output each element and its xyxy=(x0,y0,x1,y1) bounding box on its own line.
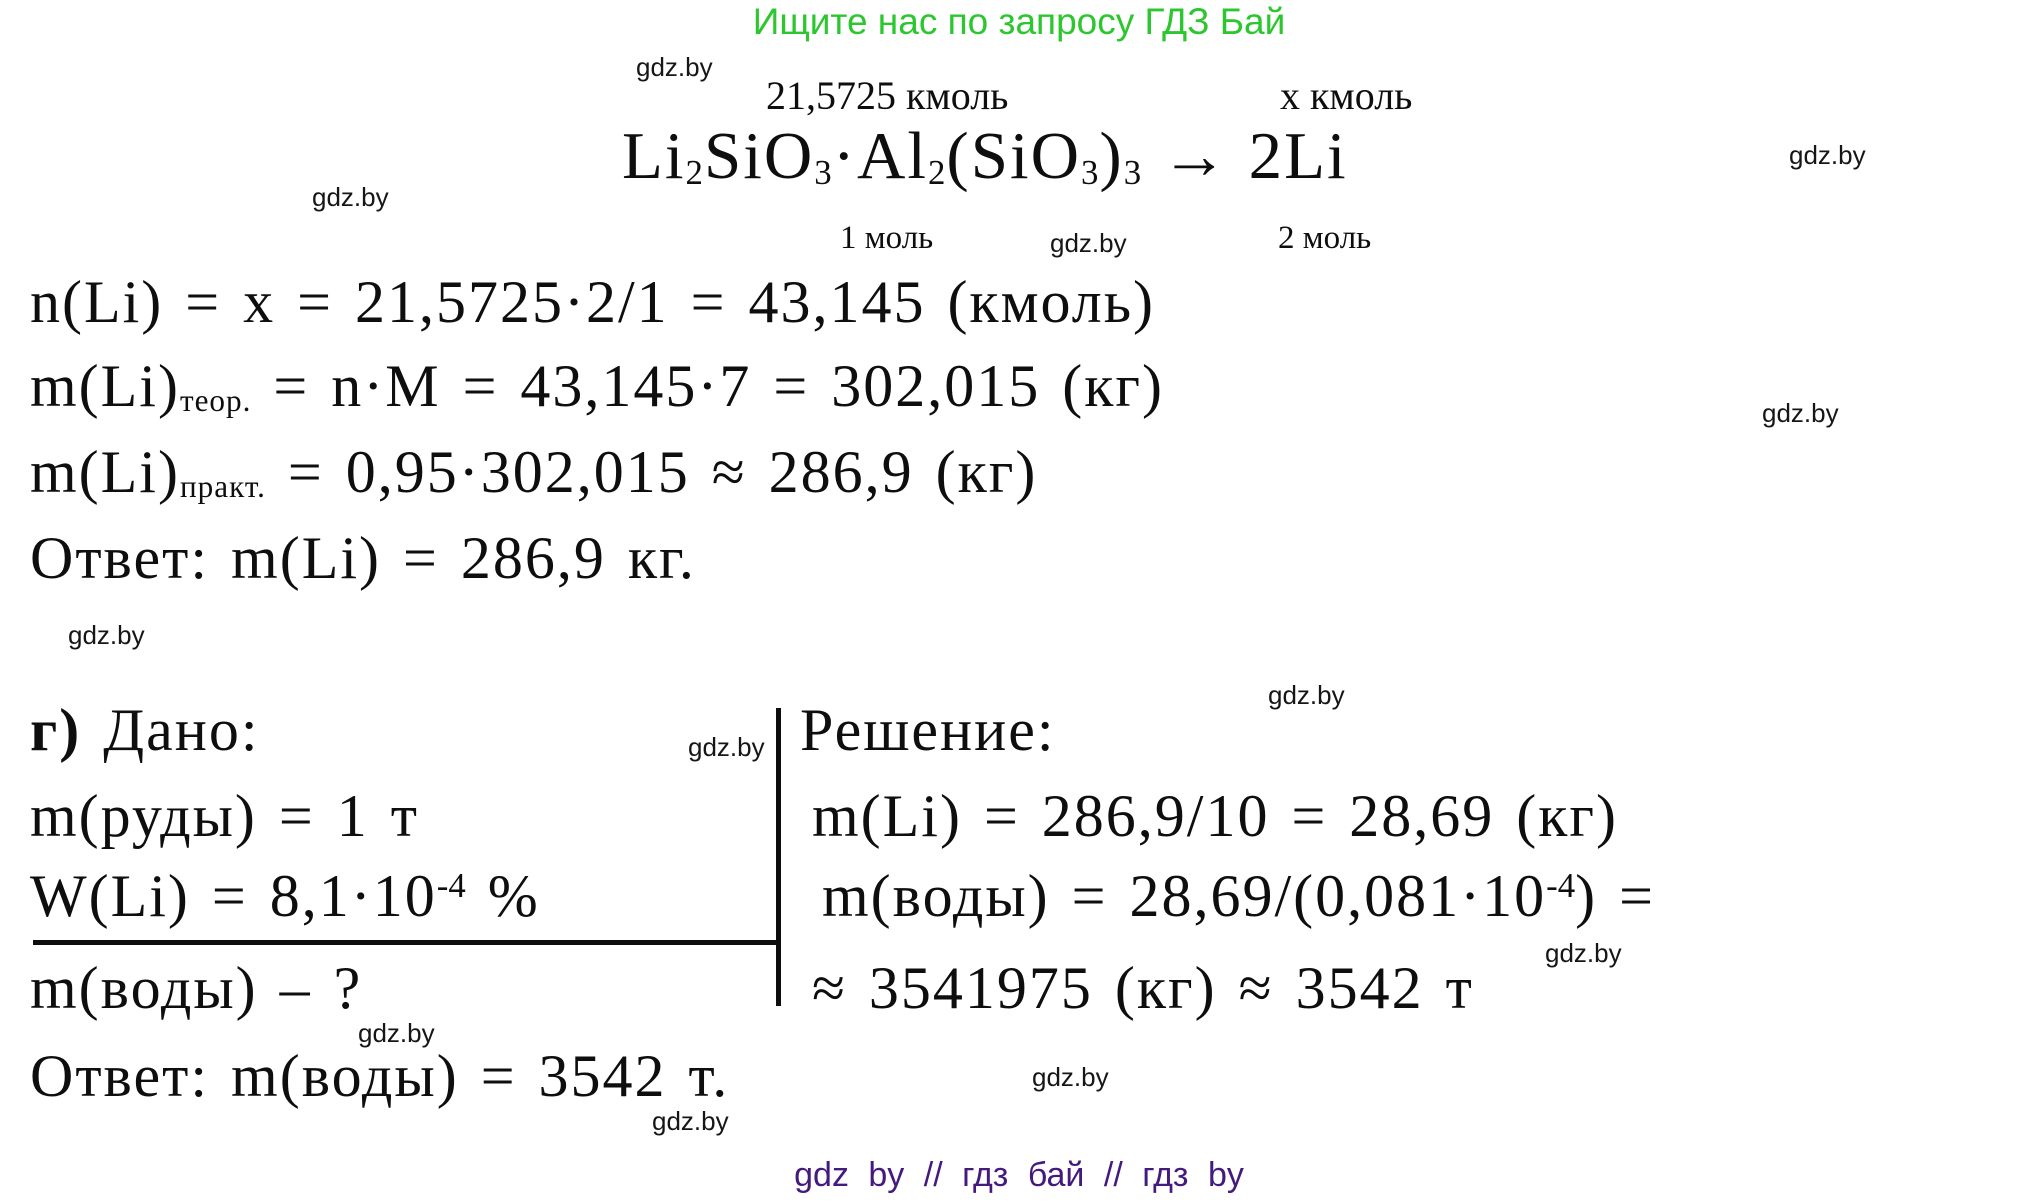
column-divider-line xyxy=(776,708,781,1006)
promo-footer-text: gdz by // гдз бай // гдз by xyxy=(794,1156,1244,1194)
given-divider-line xyxy=(33,940,780,945)
watermark-gdzby: gdz.by xyxy=(1032,1062,1109,1092)
answer-mass-water: Ответ: m(воды) = 3542 т. xyxy=(30,1043,730,1109)
part-g-letter: г) xyxy=(30,697,82,763)
watermark-gdzby: gdz.by xyxy=(312,182,389,212)
solution-line-m-theor: $m(Li)_{теор.} = n\cdot M = 43,145\cdot 7 = 302,015$ (кг) xyxy=(30,353,1164,419)
solution-line-m-li-g: m(Li) = 286,9/10 = 28,69 (кг) xyxy=(812,783,1619,849)
find-mass-water: m(воды) – ? xyxy=(30,955,363,1021)
reaction-equation: $Li_2SiO_3\cdot Al_2(SiO_3)_3 \to 2Li$ xyxy=(622,119,1348,193)
part-g-given-heading xyxy=(30,696,260,765)
part-g-solution-heading: Решение: xyxy=(800,697,1056,763)
reaction-moles-under-product: 2 моль xyxy=(1278,220,1372,256)
given-heading-label: Дано: xyxy=(103,697,260,763)
solution-line-m-water: m(воды) = $28,69/(0,081\cdot 10^{-4})$ = xyxy=(822,863,1655,929)
watermark-gdzby: gdz.by xyxy=(1268,680,1345,710)
watermark-gdzby: gdz.by xyxy=(1050,228,1127,258)
reaction-amount-over-product: х кмоль xyxy=(1280,73,1413,118)
promo-header-text: Ищите нас по запросу ГДЗ Бай xyxy=(752,1,1286,42)
solution-line-m-water-result: ≈ 3541975 (кг) ≈ 3542 т xyxy=(812,955,1474,1021)
watermark-gdzby: gdz.by xyxy=(1762,398,1839,428)
watermark-gdzby: gdz.by xyxy=(636,52,713,82)
watermark-gdzby: gdz.by xyxy=(688,732,765,762)
solution-line-n-li: n(Li) = x = 21,5725·2/1 = 43,145 (кмоль) xyxy=(30,269,1156,335)
solution-answer-m-li: Ответ: m(Li) = 286,9 кг. xyxy=(30,525,696,591)
reaction-moles-under-reactant: 1 моль xyxy=(840,220,934,256)
watermark-gdzby: gdz.by xyxy=(358,1018,435,1048)
watermark-gdzby: gdz.by xyxy=(1789,140,1866,170)
watermark-gdzby: gdz.by xyxy=(68,620,145,650)
given-mass-ore: m(руды) = 1 т xyxy=(30,783,419,849)
solution-line-m-prakt: $m(Li)_{практ.} = 0,95\cdot 302,015 \approx 286,9$ (кг) xyxy=(30,439,1038,505)
watermark-gdzby: gdz.by xyxy=(652,1106,729,1136)
reaction-amount-over-reactant: 21,5725 кмоль xyxy=(766,73,1009,118)
watermark-gdzby: gdz.by xyxy=(1545,938,1622,968)
given-mass-fraction-li: $W(Li) = 8,1\cdot 10^{-4}$ % xyxy=(30,863,540,929)
